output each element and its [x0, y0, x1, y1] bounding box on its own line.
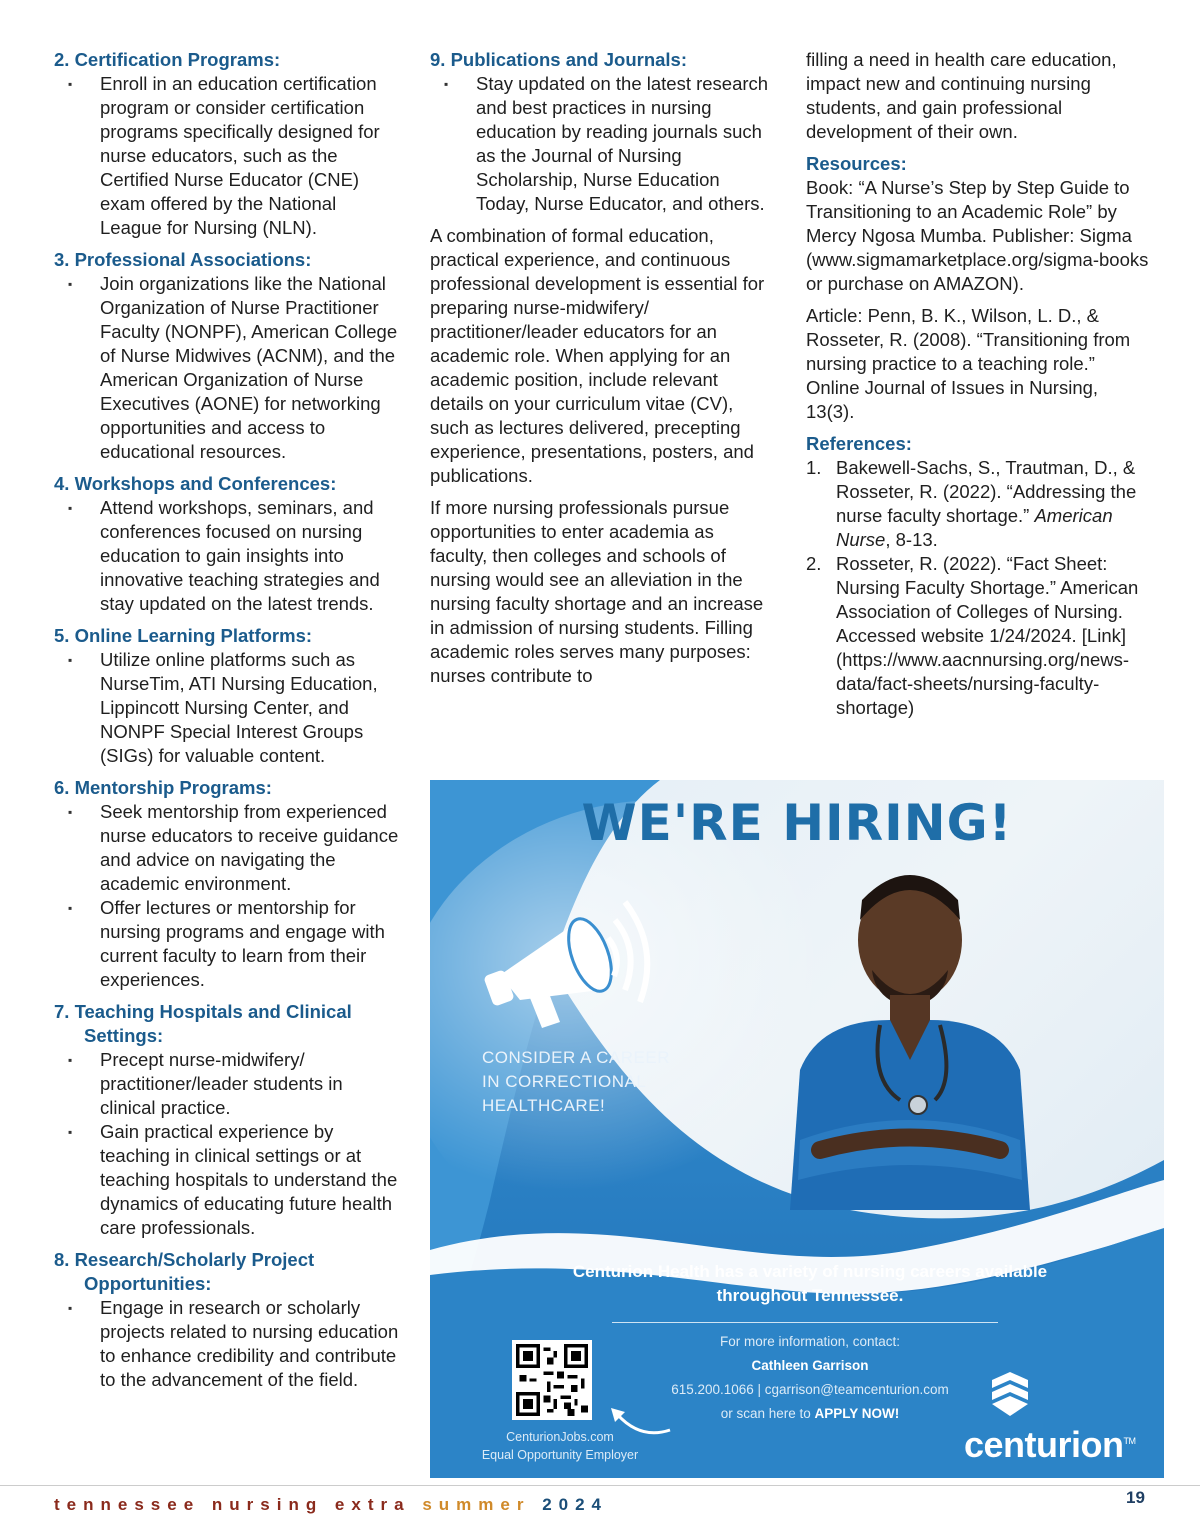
heading-references: References:	[806, 433, 912, 454]
qr-code-icon	[516, 1344, 588, 1416]
centurion-logo-icon	[986, 1370, 1034, 1418]
footer-divider	[0, 1485, 1200, 1486]
reference-item	[806, 552, 1151, 720]
heading-line: Opportunities:	[84, 1273, 212, 1294]
list-workshops	[54, 496, 399, 616]
heading-certification-programs: 2. Certification Programs:	[54, 49, 281, 70]
list-item: ▪ Precept nurse-midwifery/ practitioner/leader students in clinical practice.	[54, 1048, 399, 1120]
list-associations	[54, 272, 399, 464]
publication-footer	[54, 1495, 608, 1515]
resource-book: Book: “A Nurse’s Step by Step Guide to Transitioning to an Academic Role” by Mercy Ngosa Mumba. Publisher: Sigma (www.sigmamarketplace.org/sigma-books or purchase on AMAZON).	[806, 177, 1149, 294]
tagline-line: HEALTHCARE!	[482, 1096, 606, 1115]
info-label: For more information, contact:	[719, 1334, 901, 1349]
list-publications	[430, 72, 775, 216]
list-teaching-hospitals	[54, 1048, 399, 1240]
headline-line: throughout Tennessee.	[716, 1286, 904, 1305]
nurse-photo	[760, 850, 1050, 1210]
reference-number: 2.	[806, 553, 822, 574]
column-left	[54, 48, 399, 1392]
reference-pages: , 8-13.	[885, 529, 938, 550]
headline-line: Centurion Health has a variety of nursing careers available	[572, 1262, 1048, 1281]
footer-season: summer	[422, 1495, 531, 1514]
footer-publication: tennessee nursing extra	[54, 1495, 411, 1514]
ad-tagline	[482, 1046, 742, 1118]
list-item: ▪ Seek mentorship from experienced nurse educators to receive guidance and advice on navigating the academic environment.	[54, 800, 399, 896]
hiring-advertisement[interactable]	[430, 780, 1164, 1478]
website-link[interactable]: CenturionJobs.com	[506, 1430, 614, 1444]
resource-article: Article: Penn, B. K., Wilson, L. D., & Rosseter, R. (2008). “Transitioning from nursing practice to a teaching role.” Online Journal of Issues in Nursing, 13(3).	[806, 305, 1131, 422]
list-item: ▪ Engage in research or scholarly projects related to nursing education to enhance credibility and contribute to the advancement of the field.	[54, 1296, 399, 1392]
list-research	[54, 1296, 399, 1392]
footer-year: 2024	[542, 1495, 609, 1514]
column-middle	[430, 48, 775, 688]
heading-line: 7. Teaching Hospitals and Clinical	[54, 1001, 352, 1022]
contact-name: Cathleen Garrison	[751, 1358, 869, 1373]
reference-text: Bakewell-Sachs, S., Trautman, D., & Rosseter, R. (2022). “Addressing the nurse faculty shortage.”	[836, 457, 1137, 526]
reference-list	[806, 456, 1151, 720]
page-number: 19	[1126, 1488, 1145, 1507]
centurion-logo	[964, 1424, 1136, 1466]
heading-publications: 9. Publications and Journals:	[430, 49, 687, 70]
column-right	[806, 48, 1151, 720]
heading-workshops-conferences: 4. Workshops and Conferences:	[54, 473, 337, 494]
megaphone-icon	[480, 880, 660, 1030]
heading-mentorship: 6. Mentorship Programs:	[54, 777, 272, 798]
heading-resources: Resources:	[806, 153, 907, 174]
list-item: ▪ Enroll in an education certification program or consider certification programs specifically designed for nurse educators, such as the Certified Nurse Educator (CNE) exam offered by the National League for Nursing (NLN).	[54, 72, 399, 240]
list-item: ▪ Join organizations like the National Organization of Nurse Practitioner Faculty (NONPF), American College of Nurse Midwives (ACNM), and the American Organization of Nurse Executives (AONE) for networking opportunities and access to educational resources.	[54, 272, 399, 464]
logo-wordmark: centurion	[964, 1424, 1124, 1465]
paragraph: If more nursing professionals pursue opportunities to enter academia as faculty, then colleges and schools of nursing would see an alleviation in the nursing faculty shortage and an increase in admission of nursing students. Filling academic roles serves many purposes: nurses contribute to	[430, 497, 764, 686]
apply-now-link[interactable]: APPLY NOW!	[814, 1406, 900, 1421]
ad-title: WE'RE HIRING!	[581, 794, 1013, 852]
list-online-learning	[54, 648, 399, 768]
eoe-note: Equal Opportunity Employer	[481, 1448, 639, 1462]
reference-number: 1.	[806, 457, 822, 478]
heading-online-learning: 5. Online Learning Platforms:	[54, 625, 313, 646]
list-item: ▪ Stay updated on the latest research and best practices in nursing education by reading journals such as the Journal of Nursing Scholarship, Nurse Education Today, Nurse Educator, and others.	[430, 72, 775, 216]
list-mentorship	[54, 800, 399, 992]
divider	[612, 1322, 998, 1323]
heading-line: 8. Research/Scholarly Project	[54, 1249, 315, 1270]
list-certification	[54, 72, 399, 240]
list-item: ▪ Offer lectures or mentorship for nursing programs and engage with current faculty to learn from their experiences.	[54, 896, 399, 992]
reference-text: Rosseter, R. (2022). “Fact Sheet: Nursing Faculty Shortage.” American Association of Colleges of Nursing. Accessed website 1/24/2024. [Link](https://www.aacnnursing.org/news-data/fact-sheets/nursing-faculty-shortage)	[836, 553, 1139, 718]
scan-prefix: or scan here to	[720, 1406, 815, 1421]
tagline-line: IN CORRECTIONAL	[482, 1072, 647, 1091]
heading-teaching-hospitals	[54, 1000, 399, 1048]
paragraph: A combination of formal education, practical experience, and continuous professional development is essential for preparing nurse-midwifery/ practitioner/leader educators for an academic role. When applying for an academic position, include relevant details on your curriculum vitae (CV), such as lectures delivered, precepting experience, presentations, posters, and publications.	[430, 225, 765, 486]
paragraph-continued: filling a need in health care education, impact new and continuing nursing students, and gain professional development of their own.	[806, 49, 1117, 142]
qr-code[interactable]	[512, 1340, 592, 1420]
reference-item	[806, 456, 1151, 552]
heading-research	[54, 1248, 399, 1296]
reference-journal: American Nurse	[836, 505, 1113, 550]
contact-phone-email[interactable]: 615.200.1066 | cgarrison@teamcenturion.com	[671, 1382, 949, 1397]
ad-footer	[460, 1428, 660, 1464]
ad-headline	[510, 1260, 1110, 1308]
trademark: TM	[1123, 1436, 1136, 1446]
tagline-line: CONSIDER A CAREER	[482, 1048, 670, 1067]
heading-professional-associations: 3. Professional Associations:	[54, 249, 312, 270]
list-item: ▪ Gain practical experience by teaching in clinical settings or at teaching hospitals to understand the dynamics of educating future health care professionals.	[54, 1120, 399, 1240]
list-item: ▪ Utilize online platforms such as NurseTim, ATI Nursing Education, Lippincott Nursing Center, and NONPF Special Interest Groups (SIGs) for valuable content.	[54, 648, 399, 768]
heading-line: Settings:	[84, 1025, 164, 1046]
list-item: ▪ Attend workshops, seminars, and conferences focused on nursing education to gain insights into innovative teaching strategies and stay updated on the latest trends.	[54, 496, 399, 616]
